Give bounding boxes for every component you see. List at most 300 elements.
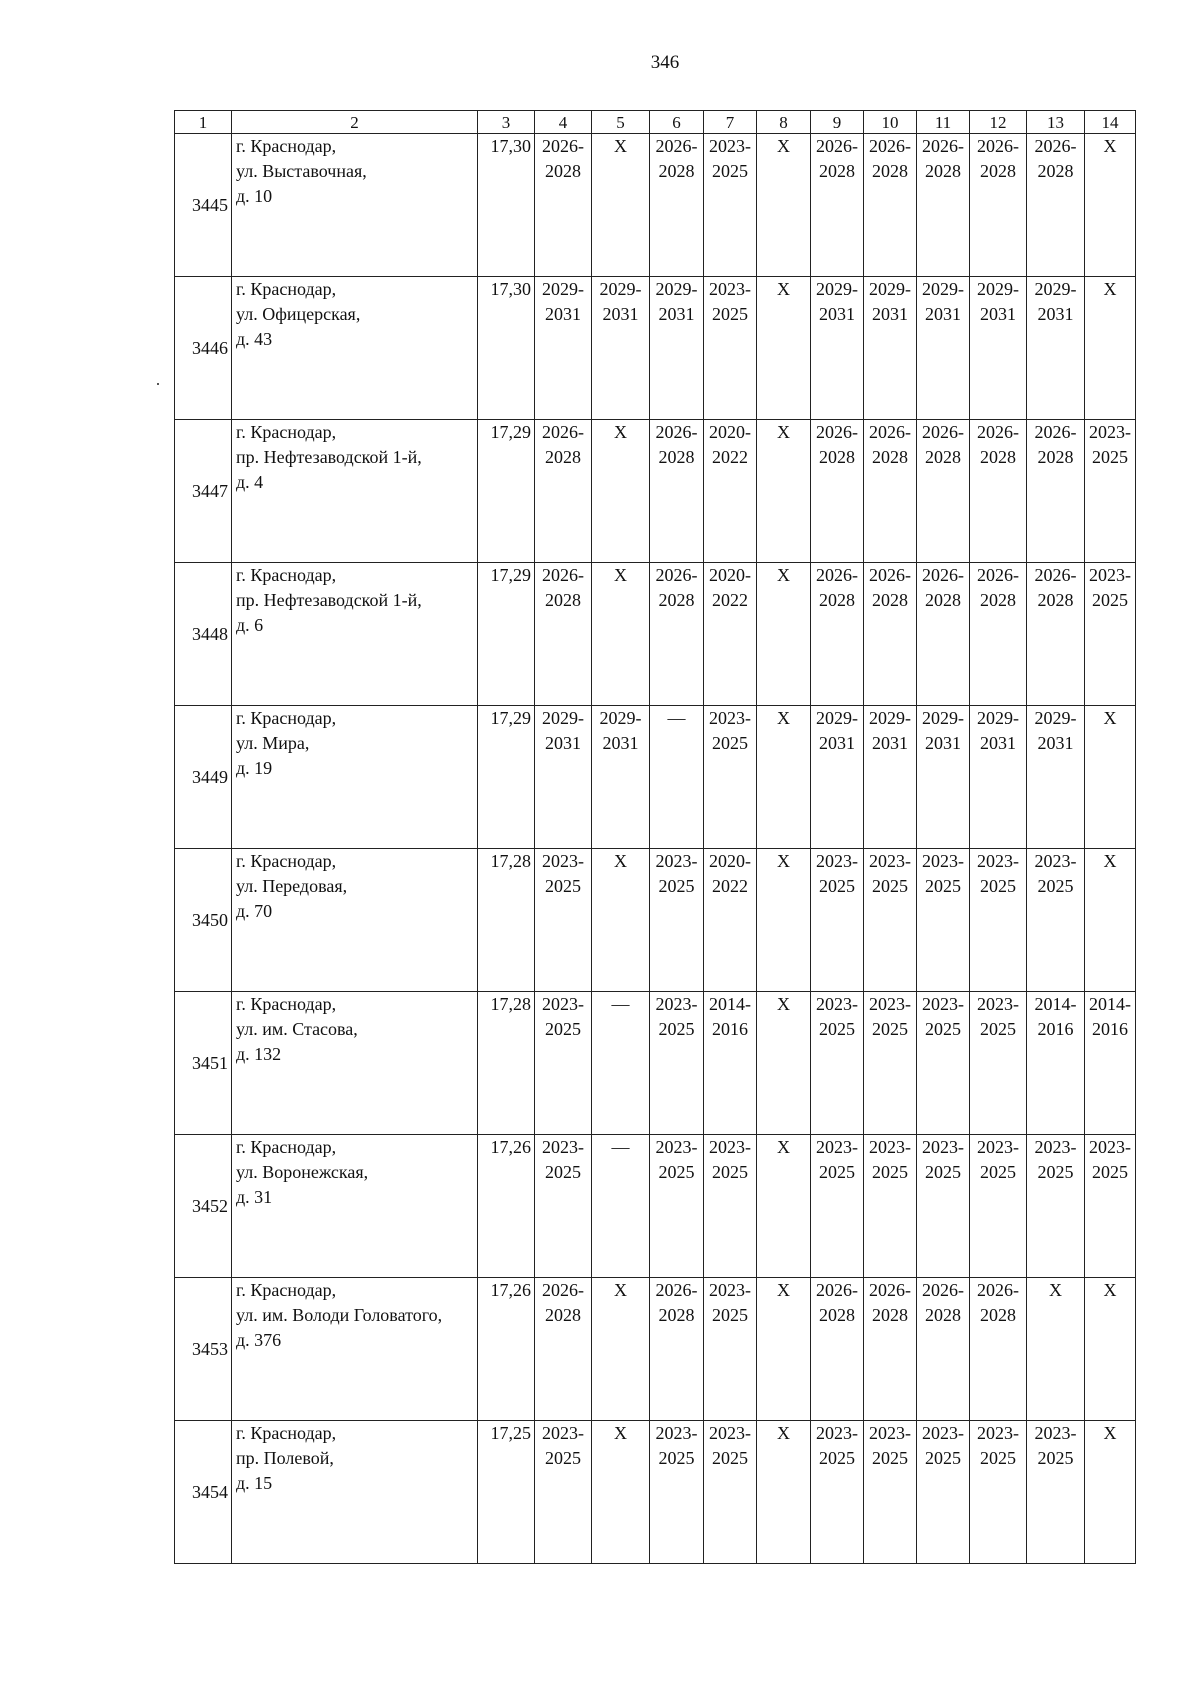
period-cell-col-11 [917, 1135, 970, 1278]
period-cell-col-10 [864, 277, 917, 420]
period-cell-col-14 [1085, 992, 1136, 1135]
period-end: 2031 [602, 304, 639, 324]
period-start: 2029- [869, 279, 911, 299]
period-cell-col-10 [864, 1135, 917, 1278]
period-start: 2023- [1034, 851, 1077, 871]
period-end: 2025 [658, 1448, 695, 1468]
period-cell-col-8: Х [757, 563, 811, 706]
period-cell-col-8: Х [757, 1135, 811, 1278]
register-table [174, 110, 1136, 1564]
period-start: 2029- [655, 279, 698, 299]
row-number: 3451 [175, 992, 232, 1135]
row-number: 3452 [175, 1135, 232, 1278]
row-number: 3446 [175, 277, 232, 420]
period-end: 2025 [712, 304, 748, 324]
period-end: 2025 [925, 1162, 961, 1182]
page-number: 346 [650, 52, 680, 73]
period-cell-col-11 [917, 1278, 970, 1421]
period-start: 2029- [1034, 708, 1077, 728]
period-cell-col-6 [650, 1135, 704, 1278]
period-cell-col-12 [970, 706, 1027, 849]
period-cell-col-8: Х [757, 420, 811, 563]
period-end: 2025 [872, 1162, 908, 1182]
period-end: 2028 [980, 1305, 1016, 1325]
period-start: 2026- [922, 422, 964, 442]
period-end: 2031 [980, 304, 1016, 324]
area-value-cell: 17,29 [478, 420, 535, 563]
period-start: 2023- [542, 1137, 584, 1157]
header-cell-4: 4 [535, 111, 592, 134]
period-end: 2028 [1037, 590, 1074, 610]
period-end: 2025 [980, 1448, 1016, 1468]
period-start: 2023- [709, 708, 751, 728]
period-cell-col-4 [535, 706, 592, 849]
period-cell-col-11 [917, 563, 970, 706]
period-end: 2028 [872, 447, 908, 467]
period-cell-col-10 [864, 1278, 917, 1421]
period-start: 2029- [599, 708, 642, 728]
period-end: 2025 [819, 1162, 855, 1182]
period-start: 2026- [542, 422, 584, 442]
address-cell: г. Краснодар, пр. Нефтезаводской 1-й, д. 6 [232, 563, 478, 706]
period-start: 2026- [655, 1280, 698, 1300]
table-row [175, 420, 1136, 563]
period-start: 2023- [1089, 422, 1131, 442]
period-cell-col-4 [535, 563, 592, 706]
period-end: 2025 [980, 1019, 1016, 1039]
period-cell-col-5: Х [592, 1278, 650, 1421]
period-start: 2023- [542, 851, 584, 871]
period-start: 2026- [816, 422, 858, 442]
period-cell-col-9 [811, 992, 864, 1135]
period-start: 2026- [869, 136, 911, 156]
period-cell-col-11 [917, 706, 970, 849]
header-cell-2: 2 [232, 111, 478, 134]
period-start: 2026- [869, 422, 911, 442]
period-end: 2028 [980, 590, 1016, 610]
period-end: 2016 [1092, 1019, 1128, 1039]
header-cell-12: 12 [970, 111, 1027, 134]
period-start: 2023- [977, 1137, 1019, 1157]
period-end: 2025 [980, 1162, 1016, 1182]
period-end: 2025 [658, 1019, 695, 1039]
period-cell-col-14 [1085, 420, 1136, 563]
period-end: 2028 [658, 590, 695, 610]
row-number: 3447 [175, 420, 232, 563]
table-row [175, 706, 1136, 849]
period-start: 2026- [922, 1280, 964, 1300]
scan-speck [157, 383, 159, 385]
period-cell-col-10 [864, 563, 917, 706]
period-start: 2023- [922, 1137, 964, 1157]
period-end: 2025 [545, 1448, 581, 1468]
period-start: 2023- [869, 1137, 911, 1157]
period-cell-col-9 [811, 1278, 864, 1421]
period-start: 2029- [922, 279, 964, 299]
period-start: 2023- [869, 1423, 911, 1443]
period-end: 2031 [980, 733, 1016, 753]
period-end: 2028 [1037, 447, 1074, 467]
period-start: 2026- [1034, 422, 1077, 442]
period-start: 2023- [542, 994, 584, 1014]
period-cell-col-10 [864, 1421, 917, 1564]
period-start: 2029- [1034, 279, 1077, 299]
period-start: 2029- [542, 279, 584, 299]
area-value-cell: 17,26 [478, 1278, 535, 1421]
table-row [175, 849, 1136, 992]
period-start: 2023- [869, 851, 911, 871]
period-cell-col-11 [917, 992, 970, 1135]
header-cell-9: 9 [811, 111, 864, 134]
period-start: 2023- [816, 851, 858, 871]
header-cell-10: 10 [864, 111, 917, 134]
period-cell-col-9 [811, 277, 864, 420]
period-cell-col-12 [970, 420, 1027, 563]
area-value-cell: 17,26 [478, 1135, 535, 1278]
period-cell-col-8: Х [757, 849, 811, 992]
period-start: 2026- [977, 1280, 1019, 1300]
period-start: 2026- [655, 136, 698, 156]
period-start: 2023- [709, 136, 751, 156]
area-value-cell: 17,30 [478, 277, 535, 420]
period-start: 2023- [542, 1423, 584, 1443]
period-end: 2025 [980, 876, 1016, 896]
period-cell-col-7 [704, 134, 757, 277]
period-start: 2023- [709, 1280, 751, 1300]
period-end: 2028 [925, 447, 961, 467]
table-row [175, 1135, 1136, 1278]
period-end: 2025 [1037, 1162, 1074, 1182]
period-cell-col-11 [917, 849, 970, 992]
period-end: 2025 [712, 1448, 748, 1468]
period-end: 2028 [658, 161, 695, 181]
period-start: 2026- [655, 422, 698, 442]
period-cell-col-6 [650, 992, 704, 1135]
period-start: 2023- [922, 994, 964, 1014]
period-start: 2026- [1034, 136, 1077, 156]
period-end: 2031 [1037, 733, 1074, 753]
period-end: 2025 [712, 733, 748, 753]
period-cell-col-10 [864, 849, 917, 992]
period-start: 2023- [869, 994, 911, 1014]
period-end: 2025 [658, 876, 695, 896]
period-cell-col-5: Х [592, 134, 650, 277]
period-start: 2023- [922, 851, 964, 871]
header-cell-6: 6 [650, 111, 704, 134]
row-number: 3453 [175, 1278, 232, 1421]
area-value-cell: 17,30 [478, 134, 535, 277]
period-start: 2029- [977, 279, 1019, 299]
period-cell-col-13 [1027, 134, 1085, 277]
period-end: 2025 [712, 1305, 748, 1325]
period-start: 2023- [655, 994, 698, 1014]
period-start: 2023- [709, 1423, 751, 1443]
header-cell-8: 8 [757, 111, 811, 134]
period-cell-col-12 [970, 134, 1027, 277]
period-cell-col-10 [864, 420, 917, 563]
area-value-cell: 17,28 [478, 849, 535, 992]
period-cell-col-13 [1027, 420, 1085, 563]
period-start: 2023- [655, 851, 698, 871]
period-start: 2026- [816, 136, 858, 156]
period-cell-col-4 [535, 420, 592, 563]
period-cell-col-5: — [592, 992, 650, 1135]
period-cell-col-8: Х [757, 1421, 811, 1564]
period-end: 2028 [545, 590, 581, 610]
period-start: 2026- [869, 1280, 911, 1300]
period-start: 2023- [1089, 565, 1131, 585]
period-cell-col-4 [535, 1278, 592, 1421]
period-end: 2031 [925, 733, 961, 753]
address-cell: г. Краснодар, пр. Нефтезаводской 1-й, д. 4 [232, 420, 478, 563]
period-start: 2029- [542, 708, 584, 728]
period-cell-col-14: Х [1085, 277, 1136, 420]
period-end: 2028 [819, 1305, 855, 1325]
address-cell: г. Краснодар, ул. им. Стасова, д. 132 [232, 992, 478, 1135]
header-cell-7: 7 [704, 111, 757, 134]
period-start: 2026- [922, 136, 964, 156]
period-end: 2022 [712, 447, 748, 467]
period-cell-col-9 [811, 420, 864, 563]
period-start: 2026- [1034, 565, 1077, 585]
period-cell-col-13 [1027, 706, 1085, 849]
period-end: 2025 [925, 876, 961, 896]
period-start: 2023- [709, 1137, 751, 1157]
address-cell: г. Краснодар, ул. Выставочная, д. 10 [232, 134, 478, 277]
period-cell-col-7 [704, 1278, 757, 1421]
period-start: 2014- [1034, 994, 1077, 1014]
period-end: 2031 [872, 304, 908, 324]
row-number: 3448 [175, 563, 232, 706]
period-cell-col-13 [1027, 563, 1085, 706]
period-start: 2026- [542, 136, 584, 156]
period-cell-col-11 [917, 277, 970, 420]
period-cell-col-14 [1085, 563, 1136, 706]
period-end: 2031 [545, 733, 581, 753]
period-end: 2028 [925, 161, 961, 181]
period-cell-col-14: Х [1085, 1421, 1136, 1564]
area-value-cell: 17,28 [478, 992, 535, 1135]
period-start: 2014- [709, 994, 751, 1014]
row-number: 3454 [175, 1421, 232, 1564]
period-cell-col-5: — [592, 1135, 650, 1278]
period-cell-col-11 [917, 134, 970, 277]
period-start: 2023- [977, 994, 1019, 1014]
header-cell-1: 1 [175, 111, 232, 134]
table-row [175, 1278, 1136, 1421]
period-end: 2031 [545, 304, 581, 324]
period-cell-col-5: Х [592, 1421, 650, 1564]
period-end: 2025 [1037, 876, 1074, 896]
period-end: 2025 [819, 1019, 855, 1039]
period-start: 2026- [542, 1280, 584, 1300]
period-end: 2028 [819, 447, 855, 467]
period-cell-col-9 [811, 706, 864, 849]
period-start: 2023- [709, 279, 751, 299]
header-cell-5: 5 [592, 111, 650, 134]
period-start: 2023- [977, 1423, 1019, 1443]
period-start: 2020- [709, 851, 751, 871]
period-end: 2028 [872, 161, 908, 181]
area-value-cell: 17,29 [478, 563, 535, 706]
period-end: 2022 [712, 876, 748, 896]
period-end: 2028 [925, 1305, 961, 1325]
table-row [175, 1421, 1136, 1564]
header-cell-14: 14 [1085, 111, 1136, 134]
period-end: 2028 [819, 590, 855, 610]
period-end: 2025 [1092, 590, 1128, 610]
period-cell-col-7 [704, 277, 757, 420]
period-cell-col-12 [970, 1135, 1027, 1278]
period-end: 2028 [545, 447, 581, 467]
period-end: 2028 [819, 161, 855, 181]
period-end: 2031 [819, 304, 855, 324]
period-cell-col-11 [917, 1421, 970, 1564]
period-start: 2023- [816, 1423, 858, 1443]
period-start: 2023- [922, 1423, 964, 1443]
period-cell-col-14: Х [1085, 134, 1136, 277]
period-end: 2031 [819, 733, 855, 753]
period-start: 2023- [1089, 1137, 1131, 1157]
period-end: 2025 [872, 1448, 908, 1468]
period-end: 2025 [712, 1162, 748, 1182]
header-cell-3: 3 [478, 111, 535, 134]
period-start: 2023- [655, 1137, 698, 1157]
period-cell-col-5 [592, 706, 650, 849]
period-cell-col-14 [1085, 1135, 1136, 1278]
period-cell-col-7 [704, 1135, 757, 1278]
period-cell-col-9 [811, 1421, 864, 1564]
period-cell-col-6 [650, 849, 704, 992]
period-end: 2028 [545, 1305, 581, 1325]
period-start: 2023- [1034, 1137, 1077, 1157]
period-end: 2025 [872, 876, 908, 896]
period-start: 2029- [816, 708, 858, 728]
address-cell: г. Краснодар, ул. им. Володи Головатого, д. 376 [232, 1278, 478, 1421]
period-cell-col-6 [650, 1278, 704, 1421]
period-end: 2028 [658, 447, 695, 467]
period-cell-col-14: Х [1085, 706, 1136, 849]
period-cell-col-13: Х [1027, 1278, 1085, 1421]
period-cell-col-6 [650, 134, 704, 277]
period-cell-col-13 [1027, 277, 1085, 420]
period-cell-col-12 [970, 849, 1027, 992]
address-cell: г. Краснодар, пр. Полевой, д. 15 [232, 1421, 478, 1564]
period-cell-col-5: Х [592, 563, 650, 706]
period-end: 2028 [925, 590, 961, 610]
period-cell-col-7 [704, 992, 757, 1135]
row-number: 3445 [175, 134, 232, 277]
period-start: 2023- [655, 1423, 698, 1443]
row-number: 3450 [175, 849, 232, 992]
period-start: 2029- [599, 279, 642, 299]
period-cell-col-9 [811, 849, 864, 992]
table-row [175, 134, 1136, 277]
period-cell-col-6: — [650, 706, 704, 849]
period-end: 2025 [819, 1448, 855, 1468]
row-number: 3449 [175, 706, 232, 849]
period-cell-col-6 [650, 420, 704, 563]
address-cell: г. Краснодар, ул. Мира, д. 19 [232, 706, 478, 849]
period-cell-col-7 [704, 563, 757, 706]
period-end: 2022 [712, 590, 748, 610]
period-cell-col-4 [535, 849, 592, 992]
period-cell-col-8: Х [757, 134, 811, 277]
period-start: 2026- [816, 1280, 858, 1300]
header-cell-13: 13 [1027, 111, 1085, 134]
period-cell-col-8: Х [757, 706, 811, 849]
period-end: 2028 [872, 590, 908, 610]
period-end: 2025 [658, 1162, 695, 1182]
period-cell-col-13 [1027, 992, 1085, 1135]
period-end: 2031 [602, 733, 639, 753]
period-start: 2023- [977, 851, 1019, 871]
period-cell-col-7 [704, 420, 757, 563]
period-cell-col-5: Х [592, 420, 650, 563]
period-cell-col-5: Х [592, 849, 650, 992]
period-end: 2025 [545, 1162, 581, 1182]
period-start: 2026- [977, 565, 1019, 585]
period-cell-col-12 [970, 1278, 1027, 1421]
period-cell-col-9 [811, 563, 864, 706]
period-start: 2026- [816, 565, 858, 585]
period-start: 2023- [1034, 1423, 1077, 1443]
period-cell-col-4 [535, 134, 592, 277]
period-end: 2028 [658, 1305, 695, 1325]
period-start: 2014- [1089, 994, 1131, 1014]
period-cell-col-5 [592, 277, 650, 420]
period-cell-col-6 [650, 1421, 704, 1564]
period-cell-col-10 [864, 134, 917, 277]
period-cell-col-4 [535, 1135, 592, 1278]
period-end: 2031 [925, 304, 961, 324]
table-row [175, 563, 1136, 706]
period-end: 2028 [545, 161, 581, 181]
period-cell-col-11 [917, 420, 970, 563]
period-cell-col-13 [1027, 1421, 1085, 1564]
period-cell-col-12 [970, 277, 1027, 420]
period-end: 2025 [925, 1448, 961, 1468]
period-end: 2025 [1092, 1162, 1128, 1182]
period-cell-col-8: Х [757, 992, 811, 1135]
period-cell-col-8: Х [757, 1278, 811, 1421]
period-start: 2023- [816, 994, 858, 1014]
period-end: 2025 [1092, 447, 1128, 467]
period-cell-col-4 [535, 992, 592, 1135]
period-cell-col-13 [1027, 1135, 1085, 1278]
period-end: 2028 [980, 161, 1016, 181]
period-cell-col-7 [704, 1421, 757, 1564]
table-row [175, 277, 1136, 420]
period-end: 2031 [872, 733, 908, 753]
period-end: 2016 [712, 1019, 748, 1039]
header-cell-11: 11 [917, 111, 970, 134]
table-row [175, 992, 1136, 1135]
period-end: 2025 [925, 1019, 961, 1039]
period-start: 2026- [869, 565, 911, 585]
period-start: 2026- [542, 565, 584, 585]
period-cell-col-14: Х [1085, 1278, 1136, 1421]
area-value-cell: 17,29 [478, 706, 535, 849]
period-end: 2025 [1037, 1448, 1074, 1468]
period-end: 2016 [1037, 1019, 1074, 1039]
period-end: 2025 [819, 876, 855, 896]
period-end: 2028 [872, 1305, 908, 1325]
period-end: 2028 [980, 447, 1016, 467]
area-value-cell: 17,25 [478, 1421, 535, 1564]
period-cell-col-4 [535, 1421, 592, 1564]
period-start: 2023- [816, 1137, 858, 1157]
